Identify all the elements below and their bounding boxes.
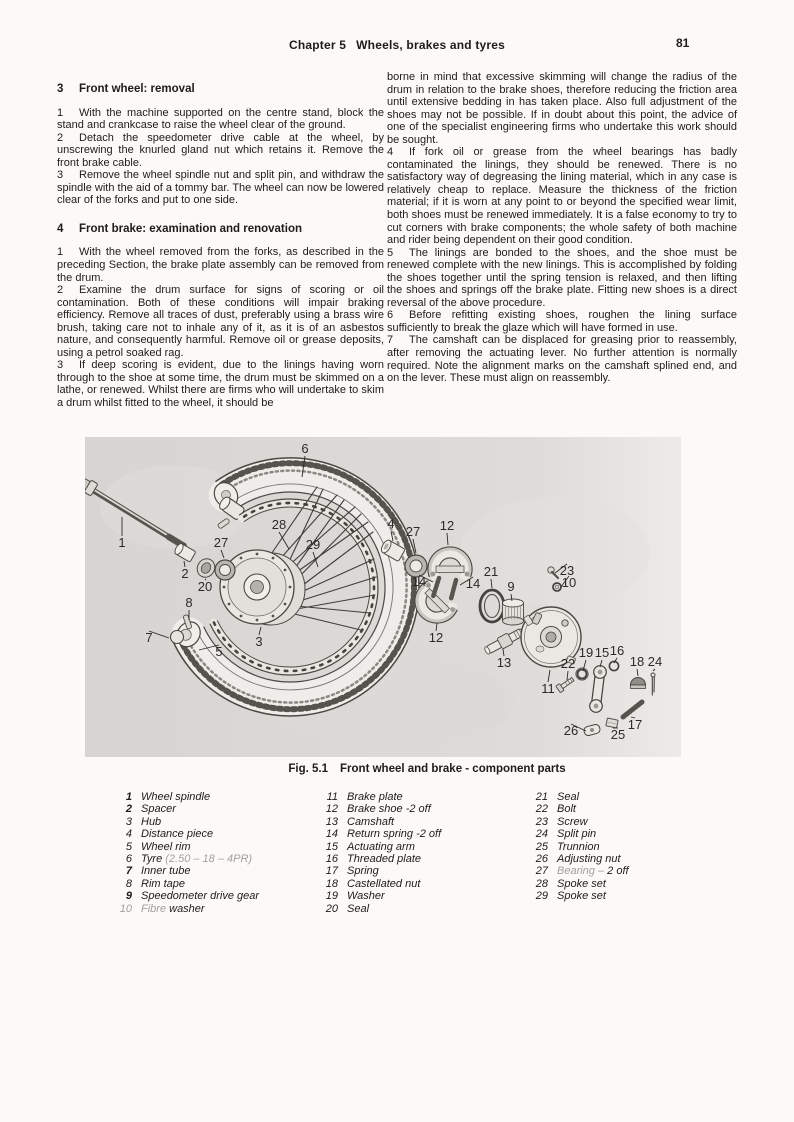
part-row — [320, 816, 520, 828]
figure-callout-14: 14 — [465, 576, 481, 591]
paragraph-number: 5 — [387, 246, 394, 259]
figure-callout-7: 7 — [145, 630, 153, 645]
part-number: 16 — [325, 853, 338, 866]
paragraph-number: 1 — [57, 106, 64, 119]
part-number: 20 — [325, 902, 338, 915]
part-row — [530, 890, 730, 902]
parts-column — [114, 791, 314, 915]
part-label: Fibre — [141, 902, 170, 915]
part-number: 14 — [325, 828, 338, 841]
part-number: 2 — [125, 803, 132, 816]
part-label: Inner tube — [141, 865, 191, 878]
part-row — [530, 841, 730, 853]
part-label: Return spring -2 off — [347, 828, 442, 841]
part-label: Wheel rim — [141, 840, 191, 853]
figure-caption-text: Front wheel and brake - component parts — [340, 763, 566, 775]
part-row — [320, 791, 520, 803]
part-label: (2.50 – 18 – 4PR) — [165, 853, 253, 866]
figure-callout-8: 8 — [185, 595, 193, 610]
section-heading — [57, 223, 384, 236]
figure-callout-27: 27 — [405, 524, 421, 539]
paragraph: 3 If deep scoring is evident, due to the linings having worn through to the shoe at some time, the drum must be skimmed on a lathe, or renewed. Whilst there are firms who will undertake to skim a drum whilst fitted to the wheel, it should be — [57, 359, 384, 410]
part-number: 4 — [125, 828, 132, 841]
part-label: Adjusting nut — [557, 853, 621, 866]
part-label: Brake shoe -2 off — [347, 803, 431, 816]
part-row — [530, 791, 730, 803]
part-label: 2 off — [607, 865, 629, 878]
figure-callout-24: 24 — [647, 654, 663, 669]
bearing-drawing — [215, 560, 235, 580]
part-label: Bearing – — [557, 865, 608, 878]
part-row — [114, 791, 314, 803]
part-number: 28 — [535, 877, 548, 890]
part-row — [114, 903, 314, 915]
paragraph-number: 1 — [57, 246, 64, 259]
part-row — [320, 878, 520, 890]
part-number: 8 — [125, 877, 132, 890]
paragraph-number: 3 — [57, 169, 64, 182]
part-row — [530, 803, 730, 815]
part-row — [320, 903, 520, 915]
section — [57, 83, 384, 207]
part-number: 27 — [535, 865, 548, 878]
figure-number: Fig. 5.1 — [288, 763, 329, 775]
speedo-drive-gear-drawing — [503, 599, 524, 625]
part-label: Split pin — [557, 828, 597, 841]
figure-callout-15: 15 — [594, 645, 610, 660]
part-label: Hub — [141, 815, 162, 828]
figure-callout-9: 9 — [507, 579, 515, 594]
figure-callout-29: 29 — [305, 537, 321, 552]
figure-callout-3: 3 — [255, 634, 263, 649]
right-column — [387, 71, 737, 385]
part-label: Seal — [347, 902, 370, 915]
part-label: Spacer — [141, 803, 176, 816]
figure-callout-18: 18 — [629, 654, 645, 669]
part-row — [530, 853, 730, 865]
part-number: 19 — [325, 890, 338, 903]
part-row — [530, 816, 730, 828]
paragraph: 4 If fork oil or grease from the wheel bearings has badly contaminated the linings, they should be renewed. There is no satisfactory way of degreasing the lining material, which in any case is relatively cheap to replace. Measure the thickness of the friction material; if it is worn at any point to or beyond the specified wear limit, both shoes must be renewed immediately. It is a false economy to try to cut corners with brake components; the whole safety of both machine and rider being dependent on their good condition. — [387, 146, 737, 247]
part-label: washer — [169, 902, 205, 915]
section-title: Front wheel: removal — [79, 83, 195, 95]
paragraph: 1 With the wheel removed from the forks, as described in the preceding Section, the brake plate assembly can be removed from the drum. — [57, 246, 384, 284]
part-label: Tyre — [141, 853, 166, 866]
adjusting-nut-drawing — [631, 678, 646, 689]
part-label: Screw — [557, 815, 588, 828]
part-number: 11 — [326, 791, 338, 803]
part-number: 13 — [325, 815, 338, 828]
part-label: Threaded plate — [347, 853, 421, 866]
section — [57, 223, 384, 410]
paragraph: borne in mind that excessive skimming will change the radius of the drum in relation to the brake shoes, therefore reducing the friction area until extensive bedding in has taken place. Also full adjustment of the shoes may not be possible. If in doubt about this point, the advice of one of the specialist engineering firms who undertake this work should be sought. — [387, 71, 737, 146]
part-row — [114, 890, 314, 902]
paragraph: 2 Detach the speedometer drive cable at the wheel, by unscrewing the knurled gland nut which retains it. Remove the front brake cable. — [57, 131, 384, 169]
figure-callout-16: 16 — [609, 643, 625, 658]
part-number: 1 — [125, 791, 132, 803]
part-row — [114, 841, 314, 853]
paragraph: 6 Before refitting existing shoes, roughen the lining surface sufficiently to break the glaze which will have formed in use. — [387, 309, 737, 334]
part-number: 24 — [535, 828, 548, 841]
section-number: 3 — [57, 83, 64, 95]
paragraph: 5 The linings are bonded to the shoes, and the shoe must be renewed complete with the new linings. This is accomplished by folding the shoes together until the spring tension is relaxed, and then lifting the shoes and springs off the brake plate. Fitting new shoes is a direct reversal of the above procedure. — [387, 246, 737, 309]
part-number: 3 — [125, 815, 132, 828]
section-heading — [57, 83, 384, 96]
figure-callout-4: 4 — [387, 516, 395, 531]
part-row — [114, 865, 314, 877]
part-label: Castellated nut — [347, 877, 421, 890]
figure-callout-11: 11 — [541, 681, 555, 696]
figure-callout-12: 12 — [439, 518, 455, 533]
figure-callout-27: 27 — [213, 535, 229, 550]
paragraph-number: 6 — [387, 309, 394, 322]
left-column — [57, 83, 384, 410]
chapter-title: Wheels, brakes and tyres — [356, 38, 506, 52]
part-label: Brake plate — [347, 791, 403, 803]
part-number: 5 — [125, 840, 132, 853]
part-label: Spring — [347, 865, 379, 878]
section-number: 4 — [57, 222, 64, 235]
paragraph-number: 7 — [387, 334, 394, 347]
figure-callout-28: 28 — [271, 517, 287, 532]
paragraph: 1 With the machine supported on the centre stand, block the stand and crankcase to raise the wheel clear of the ground. — [57, 106, 384, 132]
hub-drawing — [220, 550, 305, 625]
paragraph: 2 Examine the drum surface for signs of scoring or oil contamination. Both of these conditions will impair braking efficiency. Remove all traces of dust, preferably using a brass wire brush, taking care not to inhale any of it, as it is of an asbestos nature, and consequently harmful. Remove oil or grease deposits, using a petrol soaked rag. — [57, 284, 384, 359]
part-number: 26 — [535, 853, 548, 866]
figure-callout-12: 12 — [428, 630, 444, 645]
part-number: 21 — [535, 791, 548, 803]
figure-callout-10: 10 — [561, 575, 577, 590]
part-number: 29 — [535, 890, 548, 903]
part-label: Camshaft — [347, 815, 395, 828]
part-label: Speedometer drive gear — [141, 890, 260, 903]
part-label: Rim tape — [141, 877, 186, 890]
part-number: 17 — [325, 865, 338, 878]
part-label: Spoke set — [557, 890, 606, 903]
paragraph-number: 2 — [57, 131, 64, 144]
figure-callout-19: 19 — [578, 645, 594, 660]
figure-callout-2: 2 — [181, 566, 189, 581]
figure-callout-22: 22 — [560, 656, 576, 671]
figure-panel — [85, 437, 705, 757]
part-number: 9 — [125, 890, 132, 903]
part-label: Trunnion — [557, 840, 600, 853]
part-label: Distance piece — [141, 828, 214, 841]
inner-tube-end — [171, 631, 184, 644]
figure-callout-14: 14 — [411, 574, 427, 589]
part-row — [320, 865, 520, 877]
paragraph: 7 The camshaft can be displaced for greasing prior to reassembly, after removing the actuating lever. No further attention is normally required. Note the alignment marks on the camshaft splined end, and on the lever. These must align on reassembly. — [387, 334, 737, 385]
part-number: 22 — [535, 803, 548, 816]
part-row — [320, 828, 520, 840]
part-number: 15 — [325, 840, 338, 853]
parts-column — [320, 791, 520, 915]
parts-column — [530, 791, 730, 903]
part-row — [320, 890, 520, 902]
part-row — [114, 878, 314, 890]
page-number: 81 — [676, 36, 690, 50]
part-number: 12 — [325, 803, 338, 816]
section-title: Front brake: examination and renovation — [79, 222, 303, 235]
part-number: 7 — [125, 865, 132, 878]
figure-callout-5: 5 — [215, 644, 223, 659]
figure-callout-21: 21 — [483, 564, 499, 579]
part-row — [530, 865, 730, 877]
part-number: 10 — [119, 902, 132, 915]
part-row — [114, 816, 314, 828]
part-number: 6 — [125, 853, 132, 866]
figure-callout-17: 17 — [627, 717, 643, 732]
figure-callout-13: 13 — [496, 655, 512, 670]
part-row — [530, 828, 730, 840]
paragraph-number: 4 — [387, 146, 394, 159]
figure-callout-20: 20 — [197, 579, 213, 594]
paragraph-number: 3 — [57, 359, 64, 372]
figure-callout-25: 25 — [610, 727, 626, 742]
figure-callout-1: 1 — [118, 535, 126, 550]
part-number: 18 — [325, 877, 338, 890]
part-number: 23 — [535, 815, 548, 828]
figure-caption — [60, 763, 794, 775]
part-number: 25 — [535, 840, 548, 853]
part-row — [114, 828, 314, 840]
part-row — [114, 803, 314, 815]
part-row — [320, 841, 520, 853]
part-label: Washer — [347, 890, 385, 903]
part-row — [320, 853, 520, 865]
figure-callout-23: 23 — [559, 563, 575, 578]
figure-callout-6: 6 — [301, 441, 309, 456]
part-label: Wheel spindle — [141, 791, 211, 803]
part-label: Actuating arm — [347, 840, 415, 853]
part-row — [320, 803, 520, 815]
figure-illustration — [85, 437, 705, 757]
part-label: Bolt — [557, 803, 576, 816]
chapter-label: Chapter 5 — [288, 38, 347, 52]
part-label: Seal — [557, 791, 580, 803]
page-header — [0, 38, 794, 52]
part-label: Spoke set — [557, 877, 606, 890]
figure-callout-26: 26 — [563, 723, 579, 738]
part-row — [114, 853, 314, 865]
paragraph-number: 2 — [57, 284, 64, 297]
part-row — [530, 878, 730, 890]
paragraph: 3 Remove the wheel spindle nut and split pin, and withdraw the spindle with the aid of a tommy bar. The wheel can now be lowered clear of the forks and put to one side. — [57, 169, 384, 207]
